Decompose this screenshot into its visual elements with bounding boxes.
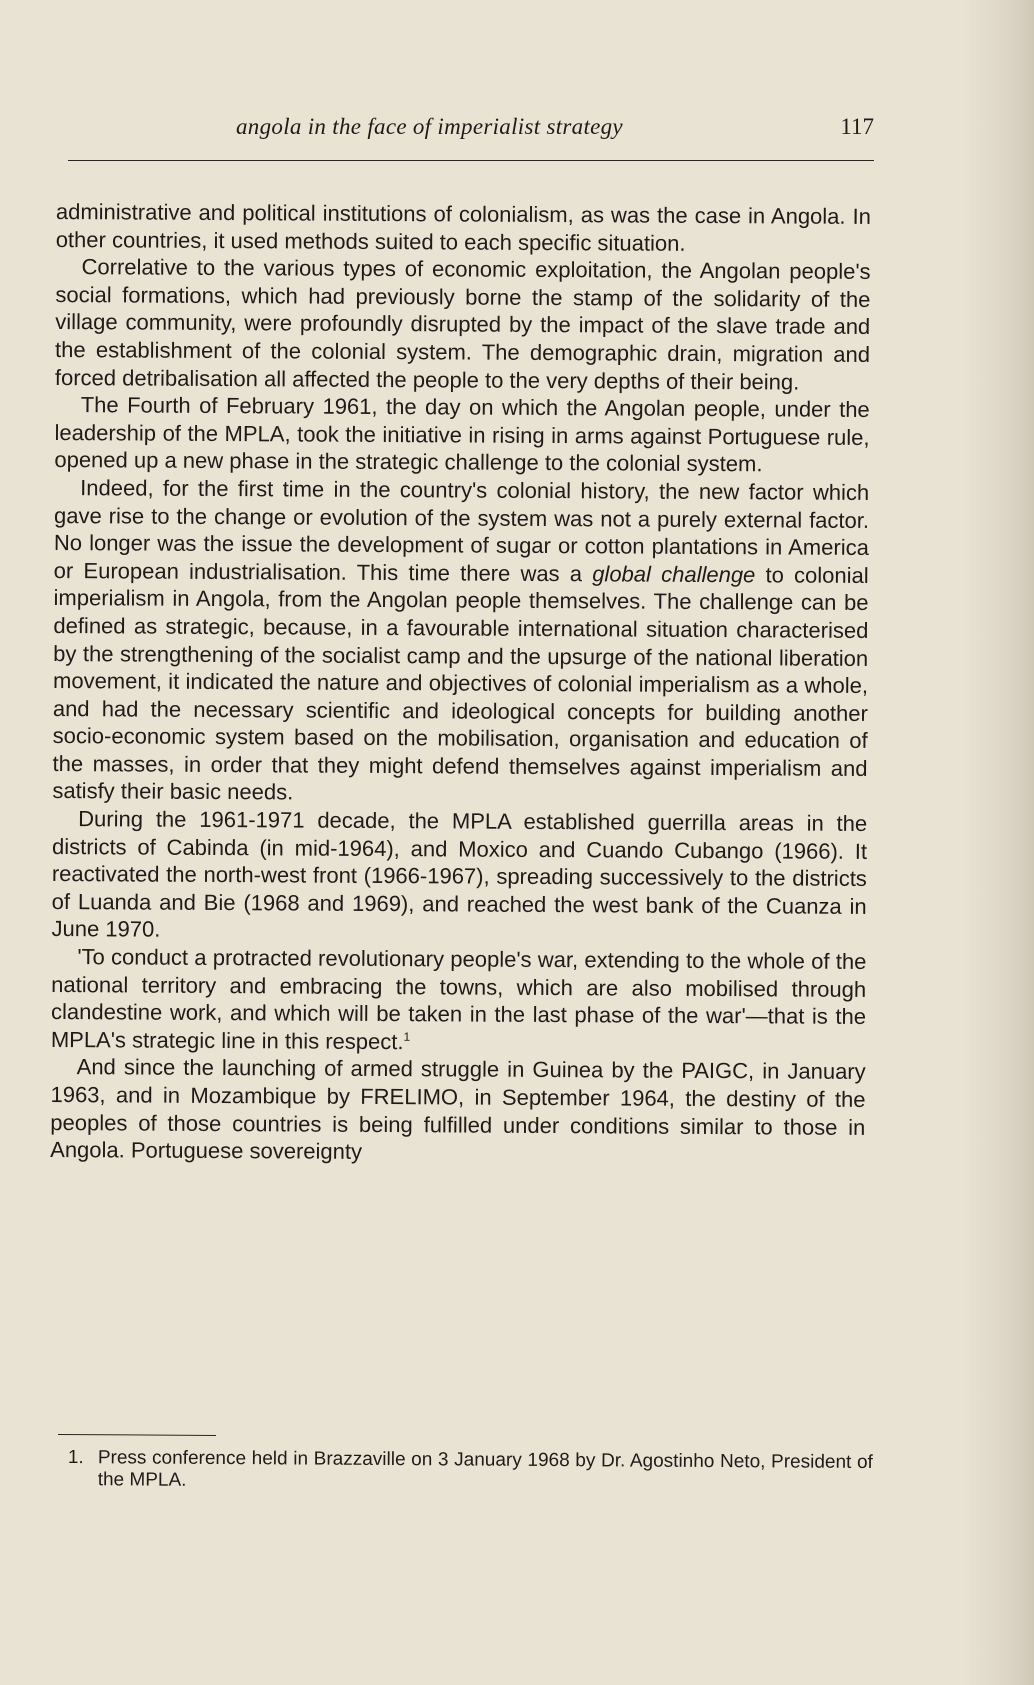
header-rule [68,160,874,161]
page-number: 117 [840,114,874,139]
footnote-number: 1. [67,1447,84,1469]
page-header [68,108,874,148]
paragraph-text: to colonial imperialism in Angola, from the Angolan people themselves. The challenge can be defined as strategic, because, in a favourable international situation characterised by the strengthening of the socialist camp and the upsurge of the national liberation movement, it indicated the nature and objectives of colonial imperialism as a whole, and had the necessary scientific and ideological concepts for building another socio-economic system based on the mobilisation, organisation and education of the masses, in order that they might defend themselves against imperialism and satisfy their basic needs. [52,561,869,805]
emphasis-text: global challenge [592,561,756,587]
paragraph: Correlative to the various types of economic exploitation, the Angolan people's social formations, which had previously borne the stamp of the solidarity of the village community, were profoundly disrupted by the impact of the slave trade and the establishment of the colonial system. The demographic drain, migration and forced detribalisation all affected the people to the very depths of their being. [54,254,871,395]
paragraph: During the 1961-1971 decade, the MPLA established guerrilla areas in the districts of Cabinda (in mid-1964), and Moxico and Cuando Cubango (1966). It reactivated the north-west front (1966-1967), spreading successively to the districts of Luanda and Bie (1968 and 1969), and reached the west bank of the Cuanza in June 1970. [51,806,868,943]
footnote-rule [58,1434,216,1436]
body-text [50,198,871,1169]
page-edge-shadow [964,0,1034,1685]
paragraph-text: Indeed, for the first time in the country's colonial history, the new factor which gave rise to the change or evolution of the system was not a purely external factor. No longer was the issue the development of sugar or cotton plantations in America or European industrialisation. This time there was a [53,475,870,587]
paragraph: administrative and political institutions of colonialism, as was the case in Angola. In other countries, it used methods suited to each specific situation. [55,198,871,256]
footnote-text: Press conference held in Brazzaville on 3 January 1968 by Dr. Agostinho Neto, President of the MPLA. [97,1447,873,1491]
footnote-reference: 1 [403,1029,411,1044]
paragraph [51,943,867,1058]
running-title: angola in the face of imperialist strategy [236,114,623,139]
paragraph: And since the launching of armed struggle in Guinea by the PAIGC, in January 1963, and in Mozambique by FRELIMO, in September 1964, the destiny of the peoples of those countries is being fulfilled under conditions similar to those in Angola. Portuguese sovereignty [50,1054,866,1165]
footnote-area [58,1434,873,1496]
paragraph-text: 'To conduct a protracted revolutionary people's war, extending to the whole of the national territory and embracing the towns, which are also mobilised through clandestine work, and which will be taken in the last phase of the war'—that is the MPLA's strategic line in this respect. [50,944,867,1054]
paragraph [52,474,869,810]
paragraph: The Fourth of February 1961, the day on which the Angolan people, under the leadership of the MPLA, took the initiative in rising in arms against Portuguese rule, opened up a new phase in the strategic challenge to the colonial system. [54,392,870,477]
footnote [58,1447,873,1496]
